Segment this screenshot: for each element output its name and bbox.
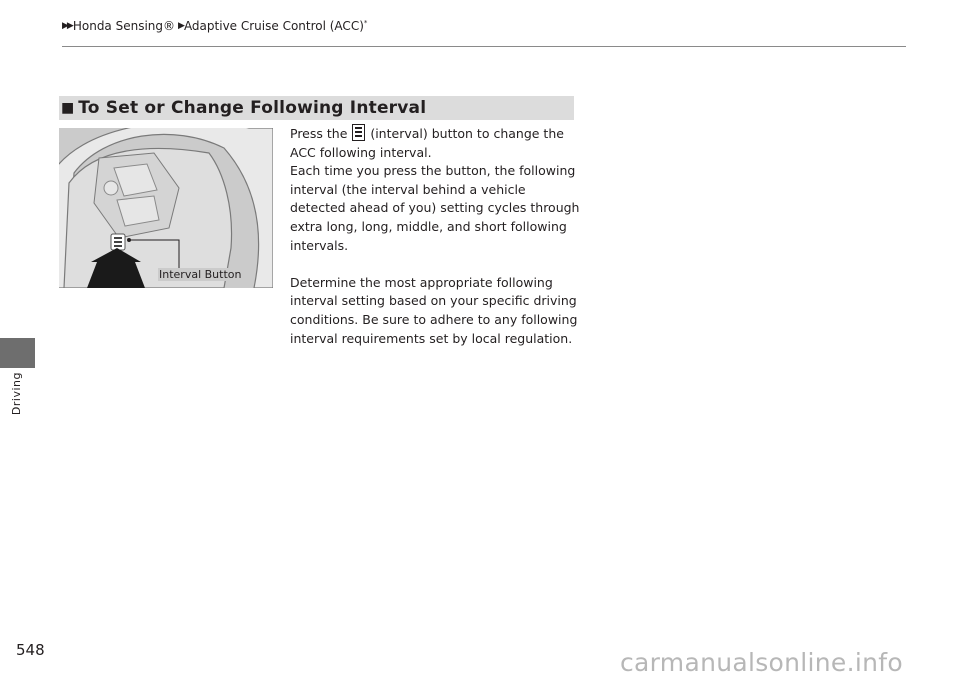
- chapter-tab: [0, 338, 35, 368]
- breadcrumb: [62, 19, 370, 33]
- footnote-asterisk: *: [363, 19, 368, 27]
- interval-icon: [352, 124, 365, 141]
- breadcrumb-arrow-icon: ▶▶: [62, 21, 72, 31]
- breadcrumb-item-acc[interactable]: Adaptive Cruise Control (ACC)*: [183, 19, 368, 33]
- section-bullet-icon: ■: [61, 100, 75, 116]
- page-number: 548: [16, 641, 45, 659]
- steering-wheel-icon: [59, 128, 273, 288]
- header-divider: [62, 46, 906, 47]
- watermark: carmanualsonline.info: [620, 648, 903, 677]
- cycle-paragraph: Each time you press the button, the following interval (the interval behind a vehicle detected ahead of you) setting cycles through extra long, long, middle, and short following intervals.: [290, 163, 580, 253]
- chapter-label: Driving: [10, 372, 23, 416]
- interval-button-callout: Interval Button: [159, 268, 242, 281]
- steering-wheel-illustration: [59, 128, 273, 288]
- section-title: To Set or Change Following Interval: [78, 98, 427, 118]
- breadcrumb-arrow-icon: ▶: [178, 21, 183, 31]
- section-heading: [59, 96, 574, 120]
- instruction-paragraph: Press the (interval) button to change the ACC following interval.: [290, 126, 564, 160]
- body-text: [290, 124, 580, 348]
- breadcrumb-item-honda-sensing[interactable]: Honda Sensing®: [72, 19, 176, 33]
- advice-paragraph: Determine the most appropriate following interval setting based on your specific driving conditions. Be sure to adhere to any following interval requirements set by local regulation.: [290, 274, 578, 346]
